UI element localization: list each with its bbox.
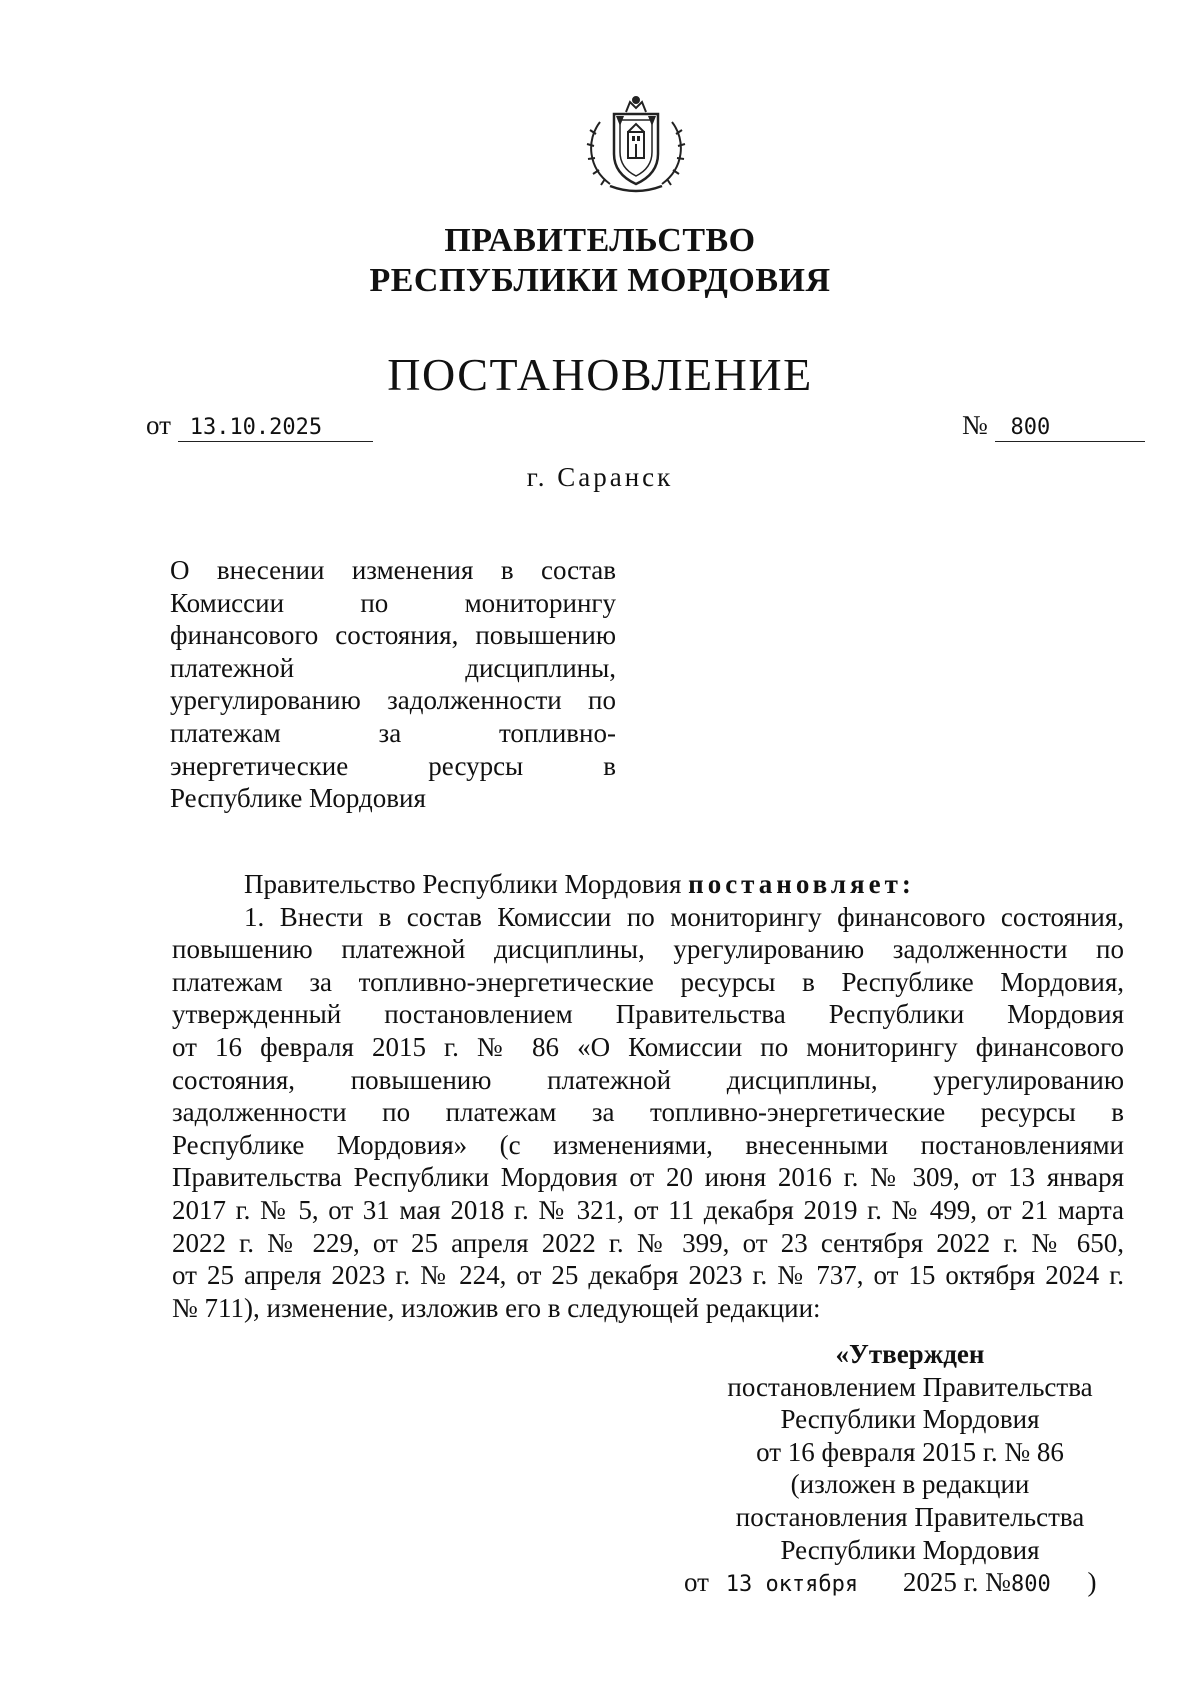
- sig-prefix: от: [684, 1567, 709, 1598]
- approval-signature-line: [684, 1566, 1124, 1602]
- intro-text: Правительство Республики Мордовия: [244, 869, 682, 899]
- sig-date: 13 октября: [725, 1572, 859, 1598]
- body-line: задолженности по платежам за топливно-энергетические ресурсы в: [172, 1097, 1124, 1128]
- coat-of-arms-icon: [580, 92, 692, 196]
- subject-line: О внесении изменения в состав: [170, 555, 616, 585]
- body-line: от 25 апреля 2023 г. № 224, от 25 декабря 2023 г. № 737, от 15 октября 2024 г.: [172, 1260, 1124, 1291]
- subject-line: финансового состояния, повышению: [170, 620, 616, 651]
- sig-close: ): [1087, 1567, 1097, 1598]
- body-line: от 16 февраля 2015 г. № 86 «О Комиссии по мониторингу финансового: [172, 1031, 1124, 1062]
- subject-line: платежной дисциплины,: [170, 652, 616, 683]
- intro-emphasis: постановляет:: [688, 869, 915, 899]
- body-line: 1. Внести в состав Комиссии по мониторингу финансового состояния,: [244, 901, 1124, 932]
- body-line: Правительства Республики Мордовия от 20 июня 2016 г. № 309, от 13 января: [172, 1162, 1124, 1193]
- approval-line: (изложен в редакции: [790, 1469, 1030, 1500]
- subject-line: платежам за топливно-: [170, 717, 616, 748]
- approval-title: «Утвержден: [835, 1339, 985, 1369]
- body-line: 2022 г. № 229, от 25 апреля 2022 г. № 399, от 23 сентября 2022 г. № 650,: [172, 1227, 1124, 1258]
- document-body: [172, 868, 1124, 1324]
- approval-stamp: [684, 1338, 1130, 1602]
- city: г. Саранск: [526, 462, 674, 492]
- number-prefix: №: [962, 410, 988, 440]
- subject-line: Республике Мордовия: [170, 783, 426, 814]
- sig-number: 800: [1010, 1572, 1051, 1598]
- body-line: утвержденный постановлением Правительства Республики Мордовия: [172, 999, 1124, 1030]
- organization-name-line1: ПРАВИТЕЛЬСТВО: [444, 222, 756, 259]
- approval-line: от 16 февраля 2015 г. № 86: [756, 1436, 1064, 1467]
- organization-name-line2: РЕСПУБЛИКИ МОРДОВИЯ: [369, 262, 831, 299]
- date-value: 13.10.2025: [178, 415, 373, 442]
- subject-line: урегулированию задолженности по: [170, 685, 616, 716]
- body-line: Республике Мордовия» (с изменениями, внесенными постановлениями: [172, 1129, 1124, 1160]
- body-line: № 711), изменение, изложив его в следующей редакции:: [172, 1292, 821, 1323]
- document-date: [146, 410, 373, 442]
- subject-line: Комиссии по мониторингу: [170, 587, 616, 618]
- approval-line: постановлением Правительства: [727, 1371, 1093, 1402]
- body-line: платежам за топливно-энергетические ресурсы в Республике Мордовия,: [172, 966, 1124, 997]
- body-line: повышению платежной дисциплины, урегулированию задолженности по: [172, 934, 1124, 965]
- document-subject: [170, 554, 616, 815]
- approval-line: Республики Мордовия: [780, 1404, 1040, 1435]
- body-line: состояния, повышению платежной дисциплины, урегулированию: [172, 1064, 1124, 1095]
- sig-year: 2025 г. №: [902, 1567, 1011, 1598]
- subject-line: энергетические ресурсы в: [170, 750, 616, 781]
- document-type: ПОСТАНОВЛЕНИЕ: [387, 349, 813, 400]
- body-line: 2017 г. № 5, от 31 мая 2018 г. № 321, от 11 декабря 2019 г. № 499, от 21 марта: [172, 1194, 1124, 1225]
- document-number: [962, 410, 1145, 442]
- approval-line: постановления Правительства: [735, 1501, 1085, 1532]
- number-value: 800: [995, 415, 1145, 442]
- approval-line: Республики Мордовия: [780, 1534, 1040, 1565]
- body-intro: [172, 868, 1124, 901]
- date-prefix: от: [146, 410, 171, 440]
